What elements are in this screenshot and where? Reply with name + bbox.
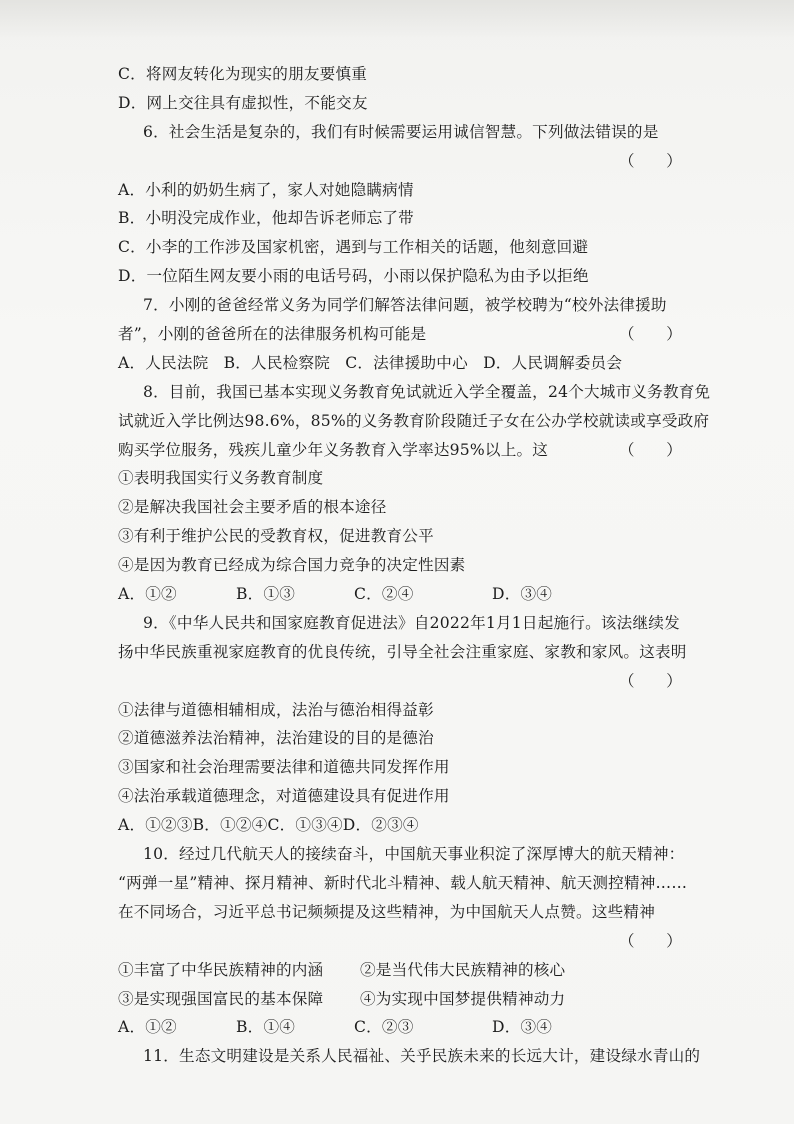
q10-option-c: C．②③ bbox=[354, 1018, 414, 1037]
q8-item-4: ④是因为教育已经成为综合国力竞争的决定性因素 bbox=[118, 556, 466, 575]
q10-stem-line3: 在不同场合，习近平总书记频频提及这些精神，为中国航天人点赞。这些精神 bbox=[118, 902, 655, 921]
q9-option-c: C．①③④ bbox=[267, 816, 343, 835]
q8-answer-bracket: （ ） bbox=[618, 440, 682, 459]
q8-option-a: A．①② bbox=[118, 585, 177, 604]
q9-options bbox=[118, 811, 704, 840]
q7-stem-text: 者”，小刚的爸爸所在的法律服务机构可能是 bbox=[118, 325, 427, 344]
q10-stem-line2: “两弹一星”精神、探月精神、新时代北斗精神、载人航天精神、航天测控精神…… bbox=[118, 873, 688, 892]
q9-stem-line2: 扬中华民族重视家庭教育的优良传统，引导全社会注重家庭、家教和家风。这表明 bbox=[118, 642, 687, 661]
q7-stem-line1: 7．小刚的爸爸经常义务为同学们解答法律问题，被学校聘为“校外法律援助 bbox=[143, 296, 667, 315]
q6-option-d: D．一位陌生网友要小雨的电话号码，小雨以保护隐私为由予以拒绝 bbox=[118, 267, 589, 286]
q11-stem-line1: 11．生态文明建设是关系人民福祉、关乎民族未来的长远大计，建设绿水青山的 bbox=[143, 1047, 701, 1066]
q5-option-c: C．将网友转化为现实的朋友要慎重 bbox=[118, 65, 368, 83]
q9-item-1: ①法律与道德相辅相成，法治与德治相得益彰 bbox=[118, 700, 434, 719]
q9-answer-bracket: （ ） bbox=[618, 671, 682, 690]
q10-option-d: D．③④ bbox=[492, 1018, 553, 1037]
q9-item-2: ②道德滋养法治精神，法治建设的目的是德治 bbox=[118, 729, 434, 748]
q10-option-a: A．①② bbox=[118, 1018, 177, 1037]
q6-answer-bracket: （ ） bbox=[618, 151, 682, 170]
q10-answer-bracket: （ ） bbox=[618, 931, 682, 950]
q10-item-1: ①丰富了中华民族精神的内涵 bbox=[118, 960, 324, 979]
q7-option-d: D．人民调解委员会 bbox=[483, 353, 623, 372]
q7-answer-bracket: （ ） bbox=[618, 325, 682, 344]
q7-options bbox=[118, 349, 704, 378]
q8-option-c: C．②④ bbox=[354, 585, 414, 604]
q10-items-row1 bbox=[118, 956, 704, 985]
q8-item-1: ①表明我国实行义务教育制度 bbox=[118, 469, 324, 488]
q5-option-d: D．网上交往具有虚拟性，不能交友 bbox=[118, 93, 368, 112]
q9-option-b: B．①②④ bbox=[192, 816, 268, 835]
q9-item-4: ④法治承载道德理念，对道德建设具有促进作用 bbox=[118, 787, 450, 806]
q9-option-a: A．①②③ bbox=[118, 816, 193, 835]
q8-option-d: D．③④ bbox=[492, 585, 553, 604]
q10-item-2: ②是当代伟大民族精神的核心 bbox=[360, 960, 566, 979]
q10-option-b: B．①④ bbox=[236, 1018, 296, 1037]
q9-stem-line1: 9．《中华人民共和国家庭教育促进法》自2022年1月1日起施行。该法继续发 bbox=[143, 613, 680, 632]
q6-option-c: C．小李的工作涉及国家机密，遇到与工作相关的话题，他刻意回避 bbox=[118, 238, 589, 257]
q8-stem-text: 购买学位服务，残疾儿童少年义务教育入学率达95%以上。这 bbox=[118, 440, 549, 459]
q8-item-2: ②是解决我国社会主要矛盾的根本途径 bbox=[118, 498, 387, 517]
q8-stem-line1: 8．目前，我国已基本实现义务教育免试就近入学全覆盖，24个大城市义务教育免 bbox=[143, 382, 711, 401]
q10-items-row2 bbox=[118, 985, 704, 1014]
q9-item-3: ③国家和社会治理需要法律和道德共同发挥作用 bbox=[118, 758, 450, 777]
q8-option-b: B．①③ bbox=[236, 585, 296, 604]
q10-item-4: ④为实现中国梦提供精神动力 bbox=[360, 989, 566, 1008]
exam-content bbox=[118, 60, 711, 1071]
q9-option-d: D．②③④ bbox=[342, 816, 419, 835]
q7-option-a: A．人民法院 bbox=[118, 353, 209, 372]
q8-stem-line3 bbox=[118, 436, 704, 465]
q7-option-b: B．人民检察院 bbox=[223, 353, 331, 372]
q6-option-a: A．小利的奶奶生病了，家人对她隐瞒病情 bbox=[118, 180, 414, 199]
q6-stem: 6．社会生活是复杂的，我们有时候需要运用诚信智慧。下列做法错误的是 bbox=[143, 122, 659, 141]
q8-item-3: ③有利于维护公民的受教育权，促进教育公平 bbox=[118, 527, 434, 546]
q8-options bbox=[118, 580, 704, 609]
q6-option-b: B．小明没完成作业，他却告诉老师忘了带 bbox=[118, 209, 414, 228]
q10-item-3: ③是实现强国富民的基本保障 bbox=[118, 989, 324, 1008]
q10-options bbox=[118, 1013, 704, 1042]
q7-option-c: C．法律援助中心 bbox=[345, 353, 468, 372]
q8-stem-line2: 试就近入学比例达98.6%，85%的义务教育阶段随迁子女在公办学校就读或享受政府 bbox=[118, 411, 710, 430]
q10-stem-line1: 10．经过几代航天人的接续奋斗，中国航天事业积淀了深厚博大的航天精神： bbox=[143, 845, 685, 864]
scan-shadow bbox=[0, 0, 794, 40]
q7-stem-line2 bbox=[118, 320, 704, 349]
